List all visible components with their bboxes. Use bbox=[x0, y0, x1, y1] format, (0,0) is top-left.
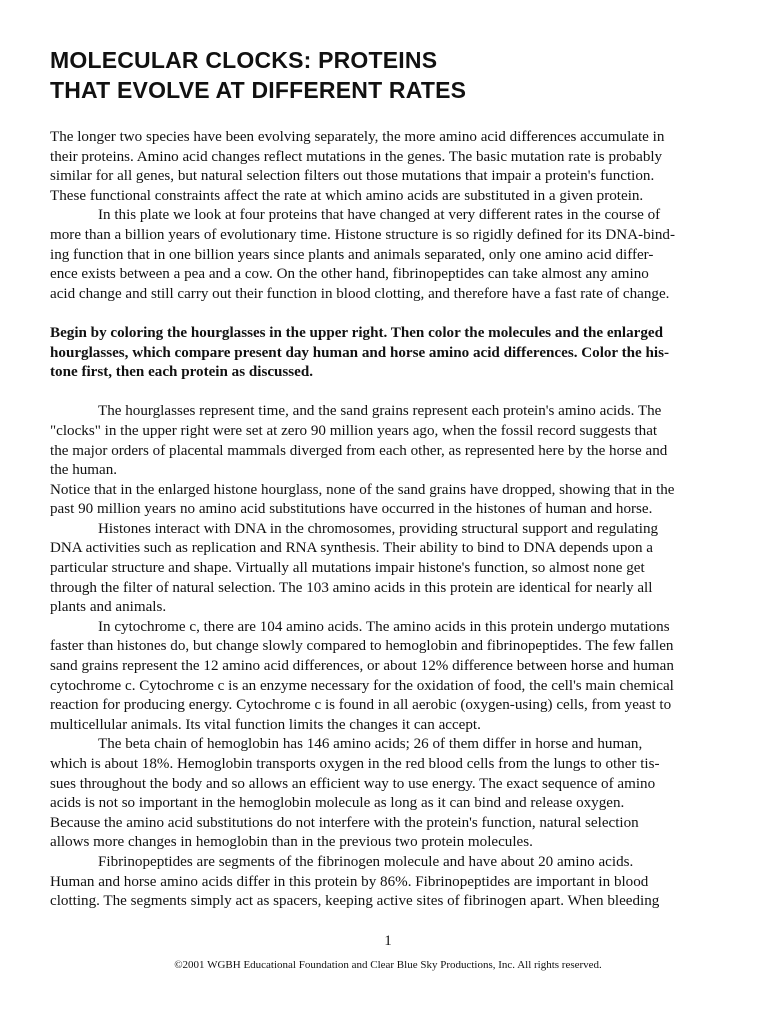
text-line: ence exists between a pea and a cow. On the other hand, fibrinopeptides can take almost any amino bbox=[50, 266, 649, 283]
text-line: The hourglasses represent time, and the sand grains represent each protein's amino acids. The bbox=[98, 403, 662, 420]
title-line-2: THAT EVOLVE AT DIFFERENT RATES bbox=[50, 77, 467, 103]
text-line: through the filter of natural selection. The 103 amino acids in this protein are identical for nearly all bbox=[50, 579, 653, 596]
text-line: the human. bbox=[50, 462, 118, 479]
instruction-line: Begin by coloring the hourglasses in the upper right. Then color the molecules and the enlarged bbox=[50, 324, 663, 341]
text-line: DNA activities such as replication and RNA synthesis. Their ability to bind to DNA depends upon a bbox=[50, 540, 653, 557]
text-line: In cytochrome c, there are 104 amino acids. The amino acids in this protein undergo mutations bbox=[98, 618, 670, 635]
text-line: allows more changes in hemoglobin than in the previous two protein molecules. bbox=[50, 834, 533, 851]
text-line: Fibrinopeptides are segments of the fibrinogen molecule and have about 20 amino acids. bbox=[98, 853, 634, 870]
text-line: ing function that in one billion years since plants and animals separated, only one amino acid differ- bbox=[50, 246, 654, 263]
text-line: which is about 18%. Hemoglobin transports oxygen in the red blood cells from the lungs to other tis- bbox=[50, 756, 660, 772]
copyright-footer: ©2001 WGBH Educational Foundation and Clear Blue Sky Productions, Inc. All rights reserved. bbox=[174, 959, 602, 971]
text-line: Because the amino acid substitutions do not interfere with the protein's function, natural selection bbox=[50, 814, 639, 831]
text-line: In this plate we look at four proteins that have changed at very different rates in the course of bbox=[98, 207, 661, 224]
text-line: the major orders of placental mammals diverged from each other, as represented here by the horse and bbox=[50, 442, 668, 459]
text-line: "clocks" in the upper right were set at zero 90 million years ago, when the fossil record suggests that bbox=[50, 422, 658, 439]
text-line: multicellular animals. Its vital function limits the changes it can accept. bbox=[50, 716, 481, 733]
text-line: clotting. The segments simply act as spacers, keeping active sites of fibrinogen apart. When bleeding bbox=[50, 893, 660, 910]
text-line: The beta chain of hemoglobin has 146 amino acids; 26 of them differ in horse and human, bbox=[98, 736, 643, 753]
text-line: Notice that in the enlarged histone hourglass, none of the sand grains have dropped, showing that in the bbox=[50, 481, 675, 498]
text-line: more than a billion years of evolutionary time. Histone structure is so rigidly defined for its DNA-bind- bbox=[50, 226, 675, 243]
text-line: past 90 million years no amino acid substitutions have occurred in the histones of human and horse. bbox=[50, 501, 653, 518]
page-number: 1 bbox=[384, 933, 392, 949]
text-line: acids is not so important in the hemoglobin molecule as long as it can bind and release oxygen. bbox=[50, 795, 625, 812]
text-line: reaction for producing energy. Cytochrome c is found in all aerobic (oxygen-using) cells, from yeast to bbox=[50, 697, 672, 714]
body-text bbox=[50, 128, 730, 912]
text-line: plants and animals. bbox=[50, 599, 167, 616]
text-line: sand grains represent the 12 amino acid differences, or about 12% difference between horse and human bbox=[50, 658, 674, 675]
text-line: Histones interact with DNA in the chromosomes, providing structural support and regulating bbox=[98, 520, 659, 537]
instruction-line: tone first, then each protein as discussed. bbox=[50, 364, 314, 381]
paragraph-gap bbox=[50, 383, 730, 403]
page-title bbox=[50, 45, 466, 105]
text-line: The longer two species have been evolving separately, the more amino acid differences accumulate in bbox=[50, 129, 665, 145]
text-line: These functional constraints affect the rate at which amino acids are substituted in a given protein. bbox=[50, 187, 644, 204]
title-line-1: MOLECULAR CLOCKS: PROTEINS bbox=[50, 47, 438, 73]
text-line: Human and horse amino acids differ in this protein by 86%. Fibrinopeptides are important in blood bbox=[50, 873, 649, 890]
text-line: sues throughout the body and so allows an efficient way to use energy. The exact sequence of amino bbox=[50, 775, 656, 792]
text-line: acid change and still carry out their function in blood clotting, and therefore have a fast rate of change. bbox=[50, 285, 670, 302]
text-line: similar for all genes, but natural selection filters out those mutations that impair a protein's function. bbox=[50, 168, 655, 185]
text-line: particular structure and shape. Virtually all mutations impair histone's function, so almost none get bbox=[50, 560, 645, 577]
text-line: cytochrome c. Cytochrome c is an enzyme necessary for the oxidation of food, the cell's main chemical bbox=[50, 677, 674, 694]
text-line: faster than histones do, but change slowly compared to hemoglobin and fibrinopeptides. The few fallen bbox=[50, 638, 674, 655]
paragraph-gap bbox=[50, 304, 730, 324]
instruction-line: hourglasses, which compare present day human and horse amino acid differences. Color the his- bbox=[50, 344, 670, 361]
text-line: their proteins. Amino acid changes reflect mutations in the genes. The basic mutation rate is probably bbox=[50, 148, 663, 165]
